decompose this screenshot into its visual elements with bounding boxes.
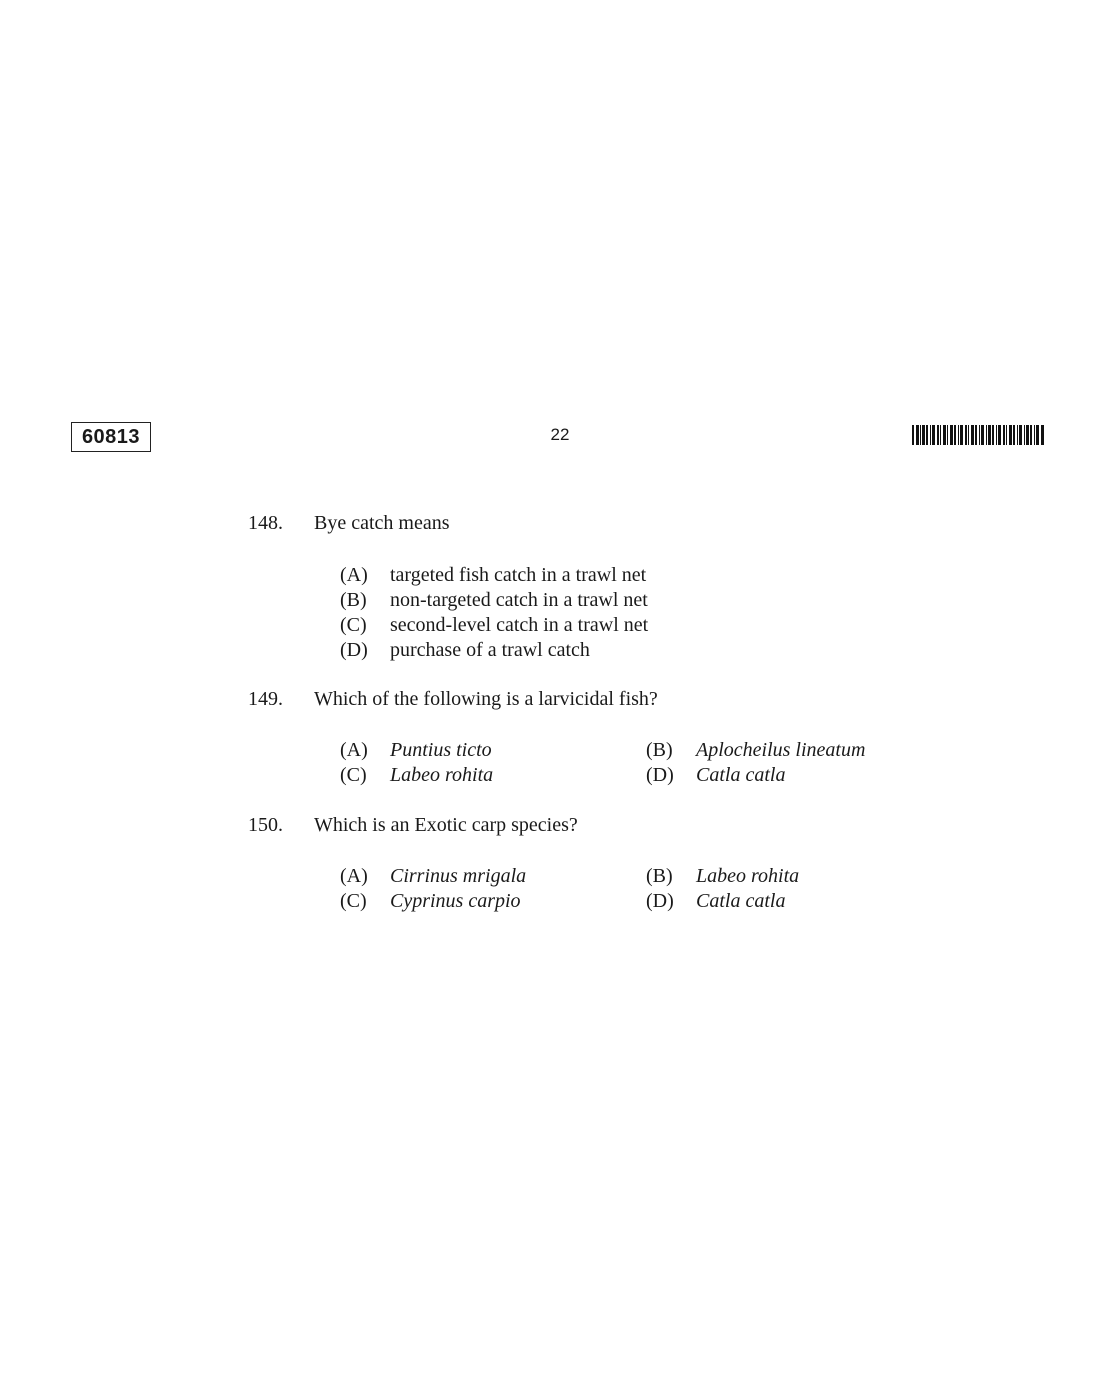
option-label: (D) [646,764,674,786]
page-number: 22 [550,425,570,444]
option-text: second-level catch in a trawl net [390,614,649,636]
option-label: (C) [340,890,367,912]
option-text: purchase of a trawl catch [390,639,590,661]
option-label: (A) [340,865,368,887]
question-text: Bye catch means [314,512,450,534]
option-text: Puntius ticto [390,739,492,761]
option-label: (D) [340,639,368,661]
option-label: (B) [340,589,367,611]
question-text: Which is an Exotic carp species? [314,814,578,836]
option-text: Cirrinus mrigala [390,865,527,887]
barcode-icon [912,425,1044,445]
option-text: Aplocheilus lineatum [696,739,866,761]
option-label: (C) [340,764,367,786]
option-text: Labeo rohita [696,865,800,887]
option-text: non-targeted catch in a trawl net [390,589,648,611]
question-number: 149. [248,688,283,710]
option-text: Cyprinus carpio [390,890,521,912]
option-label: (B) [646,739,673,761]
option-label: (C) [340,614,367,636]
question-number: 150. [248,814,283,836]
paper-code: 60813 [71,422,151,452]
option-text: Labeo rohita [390,764,494,786]
option-text: Catla catla [696,764,786,786]
question-number: 148. [248,512,283,534]
option-text: Catla catla [696,890,786,912]
page-header [0,0,1119,470]
option-text: targeted fish catch in a trawl net [390,564,647,586]
option-label: (B) [646,865,673,887]
question-text: Which of the following is a larvicidal fish? [314,688,658,710]
option-label: (A) [340,739,368,761]
option-label: (A) [340,564,368,586]
option-label: (D) [646,890,674,912]
